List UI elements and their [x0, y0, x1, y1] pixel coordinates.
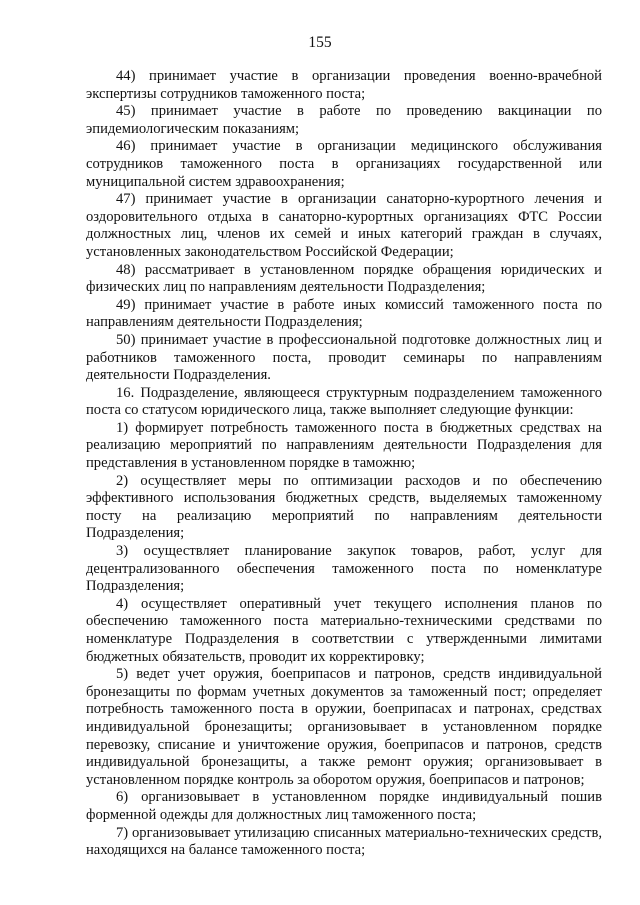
paragraph-item-48: 48) рассматривает в установленном порядке обращения юридических и физических лиц по направлениям деятельности Подразделения;: [86, 261, 602, 296]
paragraph-item-49: 49) принимает участие в работе иных комиссий таможенного поста по направлениям деятельности Подразделения;: [86, 296, 602, 331]
paragraph-item-50: 50) принимает участие в профессиональной подготовке должностных лиц и работников таможенного поста, проводит семинары по направлениям деятельности Подразделения.: [86, 331, 602, 384]
paragraph-item-3: 3) осуществляет планирование закупок товаров, работ, услуг для децентрализованного обеспечения таможенного поста по номенклатуре Подразделения;: [86, 543, 602, 595]
paragraph-item-44: 44) принимает участие в организации проведения военно-врачебной экспертизы сотрудников таможенного поста;: [86, 68, 602, 102]
paragraph-item-6: 6) организовывает в установленном порядке индивидуальный пошив форменной одежды для должностных лиц таможенного поста;: [86, 789, 602, 823]
section-16-heading: 16. Подразделение, являющееся структурным подразделением таможенного поста со статусом юридического лица, также выполняет следующие функции:: [86, 384, 602, 419]
paragraph-item-45: 45) принимает участие в работе по проведению вакцинации по эпидемиологическим показаниям;: [86, 103, 602, 137]
page-number: 155: [308, 34, 332, 51]
paragraph-item-47: 47) принимает участие в организации санаторно-курортного лечения и оздоровительного отдыха в санаторно-курортных организациях ФТС России должностных лиц, членов их семей и иных категорий граждан в случаях, установленных законодательством Российской Федерации;: [86, 191, 602, 260]
paragraph-item-7: 7) организовывает утилизацию списанных материально-технических средств, находящихся на балансе таможенного поста;: [86, 824, 602, 859]
paragraph-item-46: 46) принимает участие в организации медицинского обслуживания сотрудников таможенного поста в организациях государственной или муниципальной систем здравоохранения;: [86, 138, 602, 190]
paragraph-item-1: 1) формирует потребность таможенного поста в бюджетных средствах на реализацию мероприятий по направлениям деятельности Подразделения для представления в установленном порядке в таможню;: [86, 419, 602, 472]
document-body: [86, 68, 602, 860]
paragraph-item-5: 5) ведет учет оружия, боеприпасов и патронов, средств индивидуальной бронезащиты по формам учетных документов за таможенный пост; определяет потребность таможенного поста в оружии, боеприпасах и патронах, средствах индивидуальной бронезащиты; организовывает в установленном порядке перевозку, списание и уничтожение оружия, боеприпасов и патронов, средств индивидуальной бронезащиты, а также ремонт оружия; организовывает в установленном порядке контроль за оборотом оружия, боеприпасов и патронов;: [86, 666, 602, 788]
paragraph-item-2: 2) осуществляет меры по оптимизации расходов и по обеспечению эффективного использования бюджетных средств, выделяемых таможенному посту на реализацию мероприятий по направлениям деятельности Подразделения;: [86, 472, 602, 542]
paragraph-item-4: 4) осуществляет оперативный учет текущего исполнения планов по обеспечению таможенного поста материально-техническими средствами по номенклатуре Подразделения в соответствии с утвержденными лимитами бюджетных обязательств, проводит их корректировку;: [86, 595, 602, 665]
